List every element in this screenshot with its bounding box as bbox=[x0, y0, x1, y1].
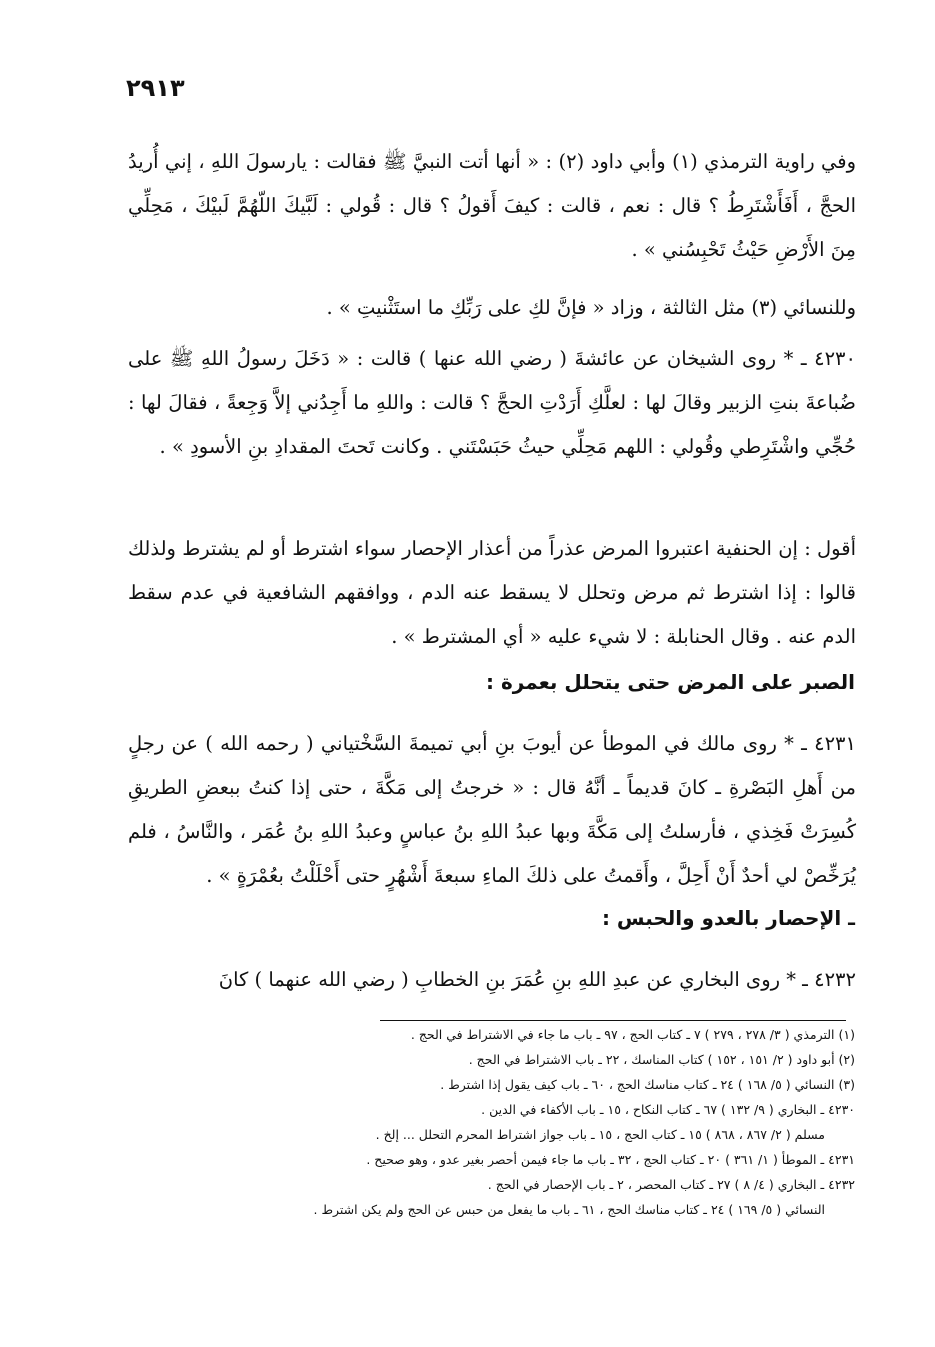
footnote-item: ٤٢٣١ ـ الموطأ ( ١/ ٣٦١ ) ٢٠ ـ كتاب الحج ، ٣٢ ـ باب ما جاء فيمن أحصر بغير عدو ، وهو صحيح . bbox=[366, 1152, 855, 1167]
section-heading-ihsar: ـ الإحصار بالعدو والحبس : bbox=[601, 906, 855, 930]
footnote-item: (٣) النسائي ( ٥/ ١٦٨ ) ٢٤ ـ كتاب مناسك الحج ، ٦٠ ـ باب كيف يقول إذا اشترط . bbox=[440, 1077, 855, 1092]
footnote-divider bbox=[380, 1020, 846, 1021]
page-number: ٢٩١٣ bbox=[126, 74, 185, 102]
footnote-item: ٤٢٣٠ ـ البخاري ( ٩/ ١٣٢ ) ٦٧ ـ كتاب النكاح ، ١٥ ـ باب الأكفاء في الدين . bbox=[481, 1102, 855, 1117]
footnote-item: النسائي ( ٥/ ١٦٩ ) ٢٤ ـ كتاب مناسك الحج ، ٦١ ـ باب ما يفعل من حبس عن الحج ولم يكن اشترط . bbox=[313, 1202, 825, 1217]
footnote-item: ٤٢٣٢ ـ البخاري ( ٤/ ٨ ) ٢٧ ـ كتاب المحصر ، ٢ ـ باب الإحصار في الحج . bbox=[487, 1177, 855, 1192]
paragraph-commentary: أقول : إن الحنفية اعتبروا المرض عذراً من أعذار الإحصار سواء اشترط أو لم يشترط ولذلك قالوا : إذا اشترط ثم مرض وتحلل لا يسقط عنه الدم ، ووافقهم الشافعية في عدم سقط الدم عنه . وقال الحنابلة : لا شيء عليه « أي المشترط » . bbox=[128, 537, 856, 648]
footnote-item: مسلم ( ٢/ ٨٦٧ ، ٨٦٨ ) ١٥ ـ كتاب الحج ، ١٥ ـ باب جواز اشتراط المحرم التحلل ... إلخ . bbox=[375, 1127, 825, 1142]
footnote-item: (٢) أبو داود ( ٢/ ١٥١ ، ١٥٢ ) كتاب المناسك ، ٢٢ ـ باب الاشتراط في الحج . bbox=[468, 1052, 855, 1067]
section-heading-sabr: الصبر على المرض حتى يتحلل بعمرة : bbox=[485, 670, 855, 694]
paragraph-hadith-4230: ٤٢٣٠ ـ * روى الشيخان عن عائشةَ ( رضي الله عنها ) قالت : « دَخَلَ رسولُ اللهِ ﷺ على ضُباعةَ بنتِ الزبير وقالَ لها : لعلَّكِ أَرَدْتِ الحجَّ ؟ قالت : واللهِ ما أَجِدُني إلاَّ وَجِعةً ، فقالَ لها : حُجِّي واشْتَرِطي وقُولي : اللهم مَحِلِّي حيثُ حَبَسْتَني . وكانت تَحتَ المقدادِ بنِ الأسودِ » . bbox=[128, 347, 856, 458]
paragraph-hadith-4231: ٤٢٣١ ـ * روى مالك في الموطأ عن أيوبَ بنِ أبي تميمةَ السَّخْتياني ( رحمه الله ) عن رجلٍ من أَهلِ البَصْرةِ ـ كانَ قديماً ـ أنَّهُ قال : « خرجتُ إلى مَكَّةَ ، حتى إذا كنتُ ببعضِ الطريقِ كُسِرَتْ فَخِذي ، فأرسلتُ إلى مَكَّةَ وبها عبدُ اللهِ بنُ عباسٍ وعبدُ اللهِ بنُ عُمَر ، والنَّاسُ ، فلم يُرَخِّصْ لي أحدٌ أَنْ أَحِلَّ ، وأَقمتُ على ذلكَ الماءِ سبعةَ أَشْهُرٍ حتى أَحْلَلْتُ بعُمْرَةٍ » . bbox=[128, 732, 856, 887]
paragraph-hadith-4232: ٤٢٣٢ ـ * روى البخاري عن عبدِ اللهِ بنِ عُمَرَ بنِ الخطابِ ( رضي الله عنهما ) كانَ bbox=[218, 968, 856, 991]
paragraph-tirmidhi-abu-dawud: وفي راوية الترمذي (١) وأبي داود (٢) : « أنها أتت النبيَّ ﷺ فقالت : يارسولَ اللهِ ، إني أُريدُ الحجَّ ، أَفَأَشْتَرِطُ ؟ قال : نعم ، قالت : كيفَ أَقولُ ؟ قال : قُولي : لَبَّيكَ اللّهُمَّ لَبيْكَ ، مَحِلِّي مِنَ الأَرْضِ حَيْثُ تَحْبِسُني » . bbox=[128, 150, 857, 261]
footnote-item: (١) الترمذي ( ٣/ ٢٧٨ ، ٢٧٩ ) ٧ ـ كتاب الحج ، ٩٧ ـ باب ما جاء في الاشتراط في الحج . bbox=[410, 1027, 855, 1042]
footnotes-list bbox=[175, 1022, 855, 1222]
paragraph-nasai: وللنسائي (٣) مثل الثالثة ، وزاد « فإنَّ لكِ على رَبِّكِ ما استَثْنيتِ » . bbox=[326, 296, 856, 319]
